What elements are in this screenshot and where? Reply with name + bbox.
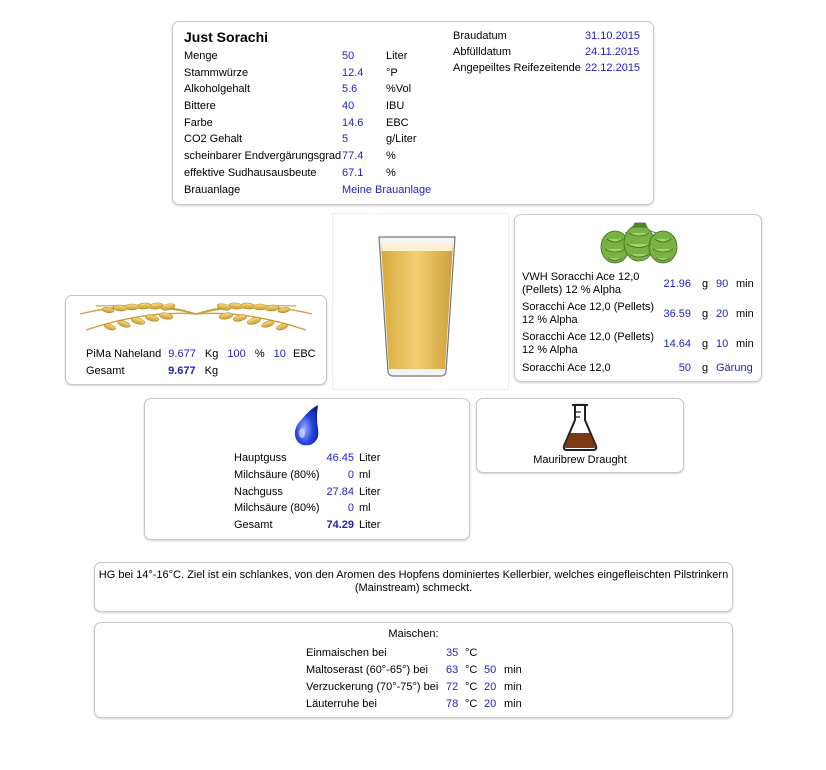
water-value: 27.84 bbox=[326, 485, 354, 498]
malt-unit: Kg bbox=[204, 348, 219, 360]
water-table bbox=[234, 452, 380, 536]
hop-time: 10 bbox=[716, 338, 729, 350]
param-label: scheinbarer Endvergärungsgrad bbox=[184, 150, 342, 163]
hop-name-line1: Soracchi Ace 12,0 bbox=[522, 362, 611, 374]
mash-step-temp: 63 bbox=[446, 664, 459, 676]
hop-name-line2: (Pellets) 12 % Alpha bbox=[522, 284, 622, 296]
param-unit: % bbox=[386, 150, 396, 163]
mash-step-time: 20 bbox=[484, 681, 497, 693]
param-unit: EBC bbox=[386, 116, 409, 129]
water-unit: ml bbox=[359, 502, 371, 515]
mash-step-row bbox=[306, 681, 522, 698]
param-label: Farbe bbox=[184, 116, 213, 129]
hop-unit: g bbox=[702, 278, 709, 290]
water-label: Nachguss bbox=[234, 485, 283, 498]
hop-unit: g bbox=[702, 362, 709, 374]
param-label: Menge bbox=[184, 50, 218, 62]
param-value: 40 bbox=[342, 100, 355, 113]
water-unit: Liter bbox=[359, 485, 381, 498]
mash-table bbox=[306, 647, 522, 715]
yeast-flask-icon bbox=[561, 402, 599, 452]
recipe-summary-box bbox=[172, 21, 654, 205]
water-row bbox=[234, 486, 380, 503]
param-value: 50 bbox=[342, 50, 355, 62]
param-unit: Liter bbox=[386, 50, 408, 62]
malt-total-unit: Kg bbox=[204, 365, 219, 377]
hop-item-row bbox=[522, 271, 658, 297]
notes-line1: HG bei 14°-16°C. Ziel ist ein schlankes, von den Aromen des Hopfens dominiertes Kellerbier, welches eingefleischten Pilstrinkern bbox=[98, 569, 729, 581]
date-value: 22.12.2015 bbox=[585, 62, 641, 75]
yeast-box bbox=[476, 398, 684, 473]
malt-total-label: Gesamt bbox=[86, 365, 125, 377]
mash-step-row bbox=[306, 664, 522, 681]
param-unit: %Vol bbox=[386, 83, 412, 96]
malt-percent-unit: % bbox=[254, 348, 265, 360]
mash-step-label: Verzuckerung (70°-75°) bei bbox=[306, 681, 439, 693]
param-row bbox=[184, 117, 431, 134]
recipe-title: Just Sorachi bbox=[184, 29, 269, 45]
hop-amount: 50 bbox=[678, 362, 691, 374]
mash-step-temp-unit: °C bbox=[465, 681, 478, 693]
mash-step-time-unit: min bbox=[504, 698, 522, 710]
param-unit: % bbox=[386, 166, 396, 179]
malt-total-value: 9.677 bbox=[168, 365, 196, 377]
hop-amount: 14.64 bbox=[663, 338, 691, 350]
hop-time-unit: min bbox=[736, 338, 754, 350]
param-label: Brauanlage bbox=[184, 183, 241, 196]
hop-unit: g bbox=[702, 338, 709, 350]
beer-glass-icon bbox=[333, 214, 508, 389]
wheat-icon bbox=[76, 298, 316, 342]
hop-item-row bbox=[522, 301, 654, 327]
water-value: 0 bbox=[347, 468, 354, 481]
date-value: 31.10.2015 bbox=[585, 30, 641, 42]
param-unit: IBU bbox=[386, 100, 405, 113]
mash-step-temp-unit: °C bbox=[465, 664, 478, 676]
mash-step-time bbox=[484, 647, 504, 664]
hop-time-unit: min bbox=[736, 308, 754, 320]
mash-step-temp: 72 bbox=[446, 681, 459, 693]
mash-step-label: Läuterruhe bei bbox=[306, 698, 377, 710]
param-value: 5.6 bbox=[342, 83, 358, 96]
param-row bbox=[184, 167, 431, 184]
param-label: CO2 Gehalt bbox=[184, 133, 243, 146]
water-unit: Liter bbox=[359, 452, 381, 464]
param-row bbox=[184, 67, 431, 84]
malt-percent: 100 bbox=[227, 348, 246, 360]
hop-amount: 36.59 bbox=[663, 308, 691, 320]
hop-unit: g bbox=[702, 308, 709, 320]
mash-title: Maischen: bbox=[388, 628, 439, 640]
water-total-row bbox=[234, 519, 380, 536]
mash-step-temp-unit: °C bbox=[465, 698, 478, 710]
param-row bbox=[184, 50, 431, 67]
water-label: Hauptguss bbox=[234, 452, 287, 464]
mash-step-temp-unit: °C bbox=[465, 647, 478, 659]
mash-step-time-unit: min bbox=[504, 681, 522, 693]
mash-step-temp: 78 bbox=[446, 698, 459, 710]
param-row bbox=[184, 184, 431, 201]
hop-name-line2: 12 % Alpha bbox=[522, 314, 578, 326]
mash-step-time-unit: min bbox=[504, 664, 522, 676]
hop-time-unit: min bbox=[736, 278, 754, 290]
date-row bbox=[453, 62, 640, 78]
water-value: 46.45 bbox=[326, 452, 354, 464]
param-value: Meine Brauanlage bbox=[342, 183, 432, 196]
recipe-params-table bbox=[184, 50, 431, 200]
param-label: Alkoholgehalt bbox=[184, 83, 251, 96]
hop-amount: 21.96 bbox=[663, 278, 691, 290]
malt-amount: 9.677 bbox=[168, 348, 196, 360]
param-unit: g/Liter bbox=[386, 133, 417, 146]
param-label: Stammwürze bbox=[184, 66, 249, 79]
water-value: 0 bbox=[347, 502, 354, 515]
param-value: 14.6 bbox=[342, 116, 364, 129]
date-value: 24.11.2015 bbox=[585, 46, 640, 59]
hop-name-line2: 12 % Alpha bbox=[522, 344, 578, 356]
mash-step-row bbox=[306, 647, 522, 664]
water-label: Milchsäure (80%) bbox=[234, 468, 320, 481]
date-label: Braudatum bbox=[453, 30, 507, 42]
param-value: 67.1 bbox=[342, 166, 364, 179]
hop-time: Gärung bbox=[716, 362, 753, 374]
hop-time: 20 bbox=[716, 308, 729, 320]
water-total-unit: Liter bbox=[359, 519, 381, 532]
water-drop-icon bbox=[288, 403, 324, 447]
mash-box bbox=[94, 622, 733, 718]
notes-box bbox=[94, 562, 733, 612]
malt-box bbox=[65, 295, 327, 385]
param-label: effektive Sudhausausbeute bbox=[184, 166, 317, 179]
malt-total-row bbox=[86, 365, 218, 377]
mash-step-temp: 35 bbox=[446, 647, 459, 659]
param-value: 77.4 bbox=[342, 150, 364, 163]
param-row bbox=[184, 150, 431, 167]
mash-step-time-unit bbox=[504, 647, 522, 664]
param-value: 12.4 bbox=[342, 66, 364, 79]
date-row bbox=[453, 46, 640, 62]
date-label: Angepeiltes Reifezeitende bbox=[453, 62, 581, 75]
param-row bbox=[184, 100, 431, 117]
mash-step-time: 20 bbox=[484, 698, 497, 710]
malt-name: PiMa Naheland bbox=[86, 348, 162, 360]
param-label: Bittere bbox=[184, 100, 216, 113]
malt-item-row bbox=[86, 348, 316, 360]
param-value: 5 bbox=[342, 133, 349, 146]
date-label: Abfülldatum bbox=[453, 46, 512, 59]
water-total-label: Gesamt bbox=[234, 519, 273, 532]
hops-box bbox=[514, 214, 762, 382]
malt-ebc: 10 bbox=[273, 348, 286, 360]
malt-ebc-unit: EBC bbox=[292, 348, 316, 360]
hop-name-line1: VWH Soracchi Ace 12,0 bbox=[522, 271, 640, 283]
date-row bbox=[453, 30, 640, 46]
notes-line2: (Mainstream) schmeckt. bbox=[354, 582, 473, 594]
hop-name-line1: Soracchi Ace 12,0 (Pellets) bbox=[522, 331, 655, 343]
water-row bbox=[234, 452, 380, 469]
mash-step-time: 50 bbox=[484, 664, 497, 676]
water-label: Milchsäure (80%) bbox=[234, 502, 320, 515]
recipe-dates-table bbox=[453, 30, 640, 79]
water-row bbox=[234, 502, 380, 519]
param-row bbox=[184, 83, 431, 100]
hop-time: 90 bbox=[716, 278, 729, 290]
hop-name-line1: Soracchi Ace 12,0 (Pellets) bbox=[522, 301, 655, 313]
mash-step-row bbox=[306, 698, 522, 715]
water-box bbox=[144, 398, 470, 540]
param-row bbox=[184, 133, 431, 150]
mash-step-label: Maltoserast (60°-65°) bei bbox=[306, 664, 428, 676]
water-total-value: 74.29 bbox=[326, 519, 354, 532]
param-unit: °P bbox=[386, 66, 398, 79]
yeast-name: Mauribrew Draught bbox=[533, 454, 627, 466]
beer-glass-panel bbox=[332, 213, 509, 390]
mash-step-label: Einmaischen bei bbox=[306, 647, 387, 659]
water-unit: ml bbox=[359, 468, 371, 481]
hop-item-row bbox=[522, 331, 654, 357]
hops-icon bbox=[595, 219, 685, 269]
water-row bbox=[234, 469, 380, 486]
